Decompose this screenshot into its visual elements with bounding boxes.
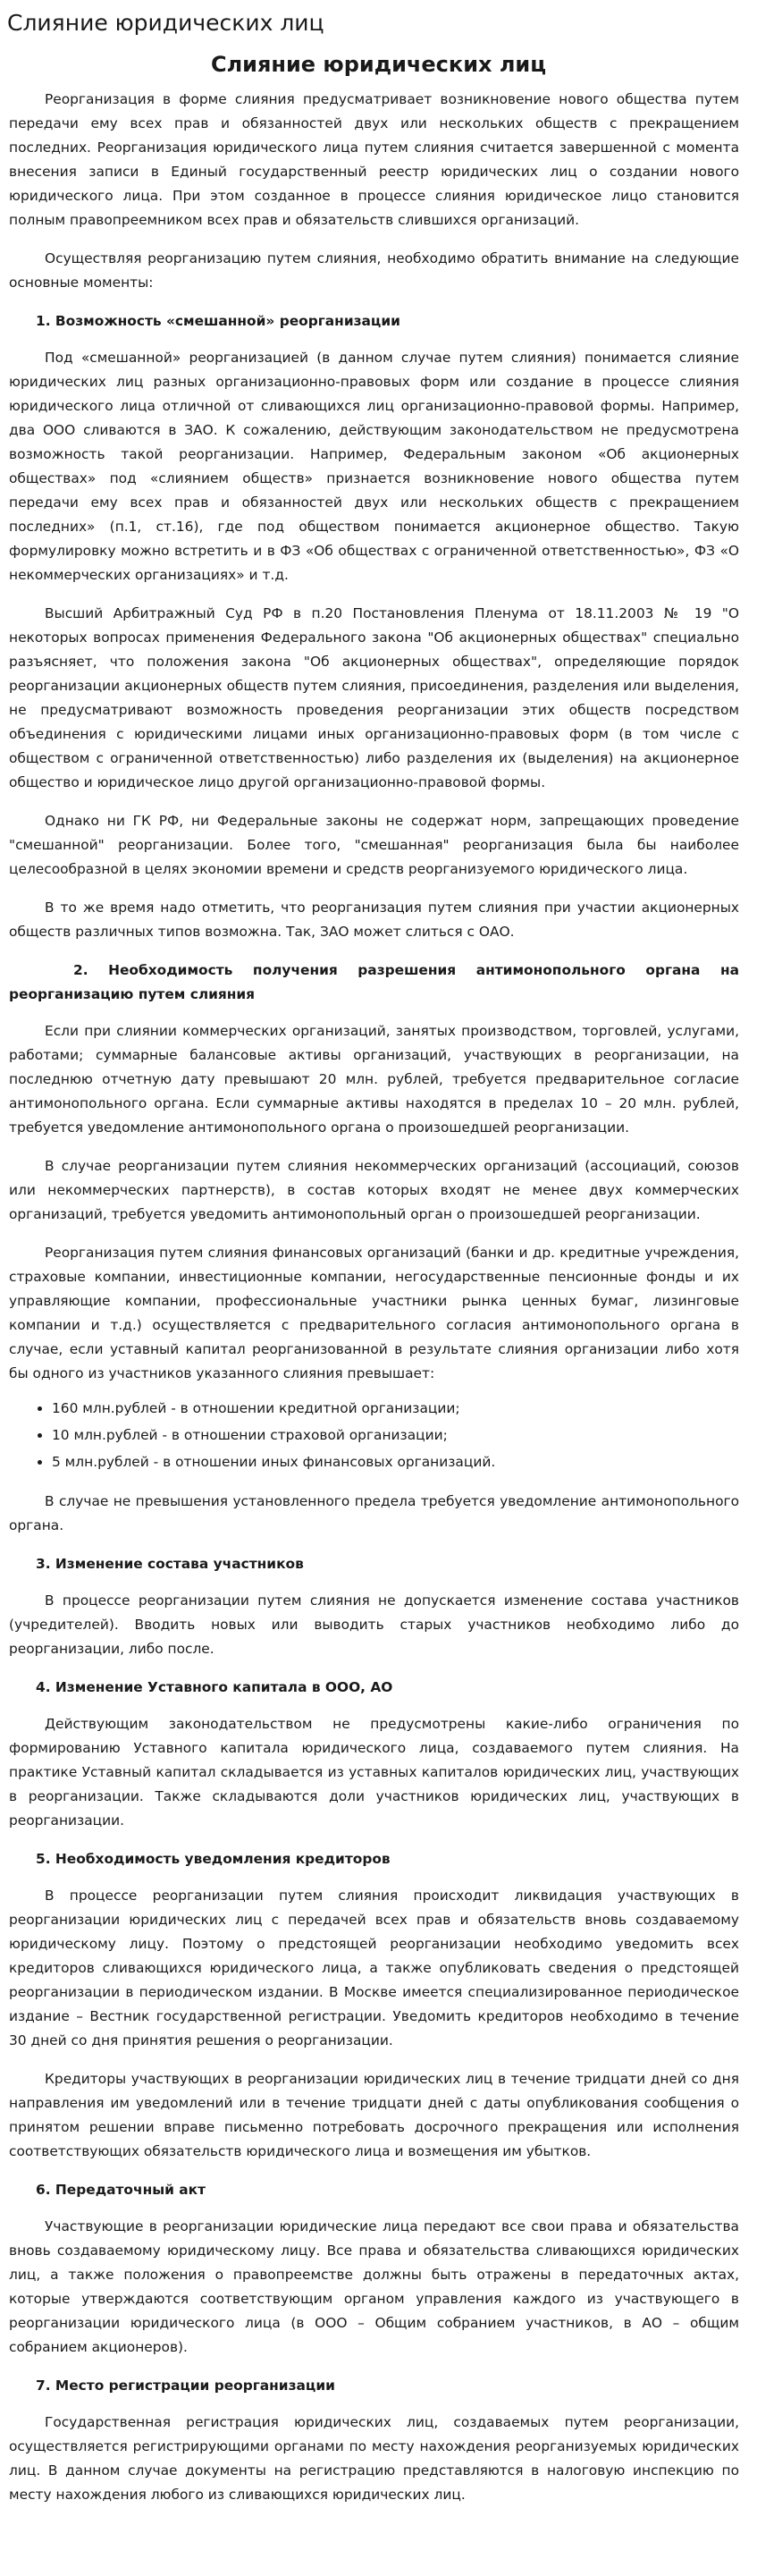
bullet-list xyxy=(9,1395,739,1475)
document-body xyxy=(7,88,750,2507)
section-heading: 1. Возможность «смешанной» реорганизации xyxy=(36,313,400,329)
section-heading: 2. Необходимость получения разрешения антимонопольного органа на реорганизацию путем слияния xyxy=(9,962,739,1002)
section-heading: 4. Изменение Уставного капитала в ООО, АО xyxy=(36,1679,393,1695)
section-heading: 3. Изменение состава участников xyxy=(36,1556,304,1572)
paragraph: Действующим законодательством не предусмотрены какие-либо ограничения по формированию Уставного капитала юридического лица, создаваемого путем слияния. На практике Уставный капитал складывается из уставных капиталов юридических лиц, участвующих в реорганизации. Также складываются доли участников юридических лиц, участвующих в реорганизации. xyxy=(9,1716,739,1829)
list-item: • 5 млн.рублей - в отношении иных финансовых организаций. xyxy=(52,1448,739,1475)
paragraph: В случае реорганизации путем слияния некоммерческих организаций (ассоциаций, союзов или некоммерческих партнерств), в состав которых входят не менее двух коммерческих организаций, требуется уведомить антимонопольный орган о произошедшей реорганизации. xyxy=(9,1158,739,1222)
page-title: Слияние юридических лиц xyxy=(7,10,324,36)
paragraph: Осуществляя реорганизацию путем слияния, необходимо обратить внимание на следующие основные моменты: xyxy=(9,250,739,291)
paragraph: Высший Арбитражный Суд РФ в п.20 Постановления Пленума от 18.11.2003 № 19 "О некоторых вопросах применения Федерального закона "Об акционерных обществах" специально разъясняет, что положения закона "Об акционерных обществах", определяющие порядок реорганизации акционерных обществ путем слияния, присоединения, разделения или выделения, не предусматривают возможность проведения реорганизации этих обществ посредством объединения с юридическими лицами иных организационно-правовых форм (в том числе с обществом с ограниченной ответственностью) либо разделения их (выделения) на акционерное общество и юридическое лицо другой организационно-правовой формы. xyxy=(9,605,739,790)
paragraph: В случае не превышения установленного предела требуется уведомление антимонопольного органа. xyxy=(9,1493,739,1533)
paragraph: Однако ни ГК РФ, ни Федеральные законы не содержат норм, запрещающих проведение "смешанной" реорганизации. Более того, "смешанная" реорганизация была бы наиболее целесообразной в целях экономии времени и средств реорганизуемого юридического лица. xyxy=(9,813,739,877)
document-title: Слияние юридических лиц xyxy=(210,52,547,77)
paragraph: В то же время надо отметить, что реорганизация путем слияния при участии акционерных обществ различных типов возможна. Так, ЗАО может слиться с ОАО. xyxy=(9,899,739,940)
paragraph: Если при слиянии коммерческих организаций, занятых производством, торговлей, услугами, работами; суммарные балансовые активы организаций, участвующих в реорганизации, на последнюю отчетную дату превышают 20 млн. рублей, требуется предварительное согласие антимонопольного органа. Если суммарные активы находятся в пределах 10 – 20 млн. рублей, требуется уведомление антимонопольного органа о произошедшей реорганизации. xyxy=(9,1023,739,1136)
section-heading: 6. Передаточный акт xyxy=(36,2182,206,2198)
paragraph: Реорганизация в форме слияния предусматривает возникновение нового общества путем передачи ему всех прав и обязанностей двух или нескольких обществ с прекращением последних. Реорганизация юридического лица путем слияния считается завершенной с момента внесения записи в Единый государственный реестр юридических лиц о создании нового юридического лица. При этом созданное в процессе слияния юридическое лицо становится полным правопреемником всех прав и обязательств слившихся организаций. xyxy=(9,91,739,228)
paragraph: В процессе реорганизации путем слияния происходит ликвидация участвующих в реорганизации юридических лиц с передачей всех прав и обязательств вновь создаваемому юридическому лицу. Поэтому о предстоящей реорганизации необходимо уведомить всех кредиторов сливающихся юридического лица, а также опубликовать сведения о предстоящей реорганизации в периодическом издании. В Москве имеется специализированное периодическое издание – Вестник государственной регистрации. Уведомить кредиторов необходимо в течение 30 дней со дня принятия решения о реорганизации. xyxy=(9,1888,739,2048)
paragraph: Реорганизация путем слияния финансовых организаций (банки и др. кредитные учреждения, страховые компании, инвестиционные компании, негосударственные пенсионные фонды и их управляющие компании, профессиональные участники рынка ценных бумаг, лизинговые компании и т.д.) осуществляется с предварительного согласия антимонопольного органа в случае, если уставный капитал реорганизованной в результате слияния организации либо хотя бы одного из участников указанного слияния превышает: xyxy=(9,1245,739,1381)
list-item: • 10 млн.рублей - в отношении страховой организации; xyxy=(52,1422,739,1448)
list-item: • 160 млн.рублей - в отношении кредитной организации; xyxy=(52,1395,739,1422)
section-heading: 7. Место регистрации реорганизации xyxy=(36,2378,335,2394)
paragraph: В процессе реорганизации путем слияния не допускается изменение состава участников (учредителей). Вводить новых или выводить старых участников необходимо либо до реорганизации, либо после. xyxy=(9,1592,739,1657)
paragraph: Под «смешанной» реорганизацией (в данном случае путем слияния) понимается слияние юридических лиц разных организационно-правовых форм или создание в процессе слияния юридического лица отличной от сливающихся лиц организационно-правовой формы. Например, два ООО сливаются в ЗАО. К сожалению, действующим законодательством не предусмотрена возможность такой реорганизации. Например, Федеральным законом «Об акционерных обществах» под «слиянием обществ» признается возникновение нового общества путем передачи ему всех прав и обязанностей двух или нескольких обществ с прекращением последних» (п.1, ст.16), где под обществом понимается акционерное общество. Такую формулировку можно встретить и в ФЗ «Об обществах с ограниченной ответственностью», ФЗ «О некоммерческих организациях» и т.д. xyxy=(9,350,739,583)
paragraph: Государственная регистрация юридических лиц, создаваемых путем реорганизации, осуществляется регистрирующими органами по месту нахождения реорганизуемых юридических лиц. В данном случае документы на регистрацию представляются в налоговую инспекцию по месту нахождения любого из сливающихся юридических лиц. xyxy=(9,2414,739,2503)
section-heading: 5. Необходимость уведомления кредиторов xyxy=(36,1851,391,1867)
paragraph: Участвующие в реорганизации юридические лица передают все свои права и обязательства вновь создаваемому юридическому лицу. Все права и обязательства сливающихся юридических лиц, а также положения о правопреемстве должны быть отражены в передаточных актах, которые утверждаются соответствующим органом управления каждого из участвующего в реорганизации юридического лица (в ООО – Общим собранием участников, в АО – общим собранием акционеров). xyxy=(9,2218,739,2355)
paragraph: Кредиторы участвующих в реорганизации юридических лиц в течение тридцати дней со дня направления им уведомлений или в течение тридцати дней с даты опубликования сообщения о принятом решении вправе письменно потребовать досрочного прекращения или исполнения соответствующих обязательств юридического лица и возмещения им убытков. xyxy=(9,2071,739,2159)
